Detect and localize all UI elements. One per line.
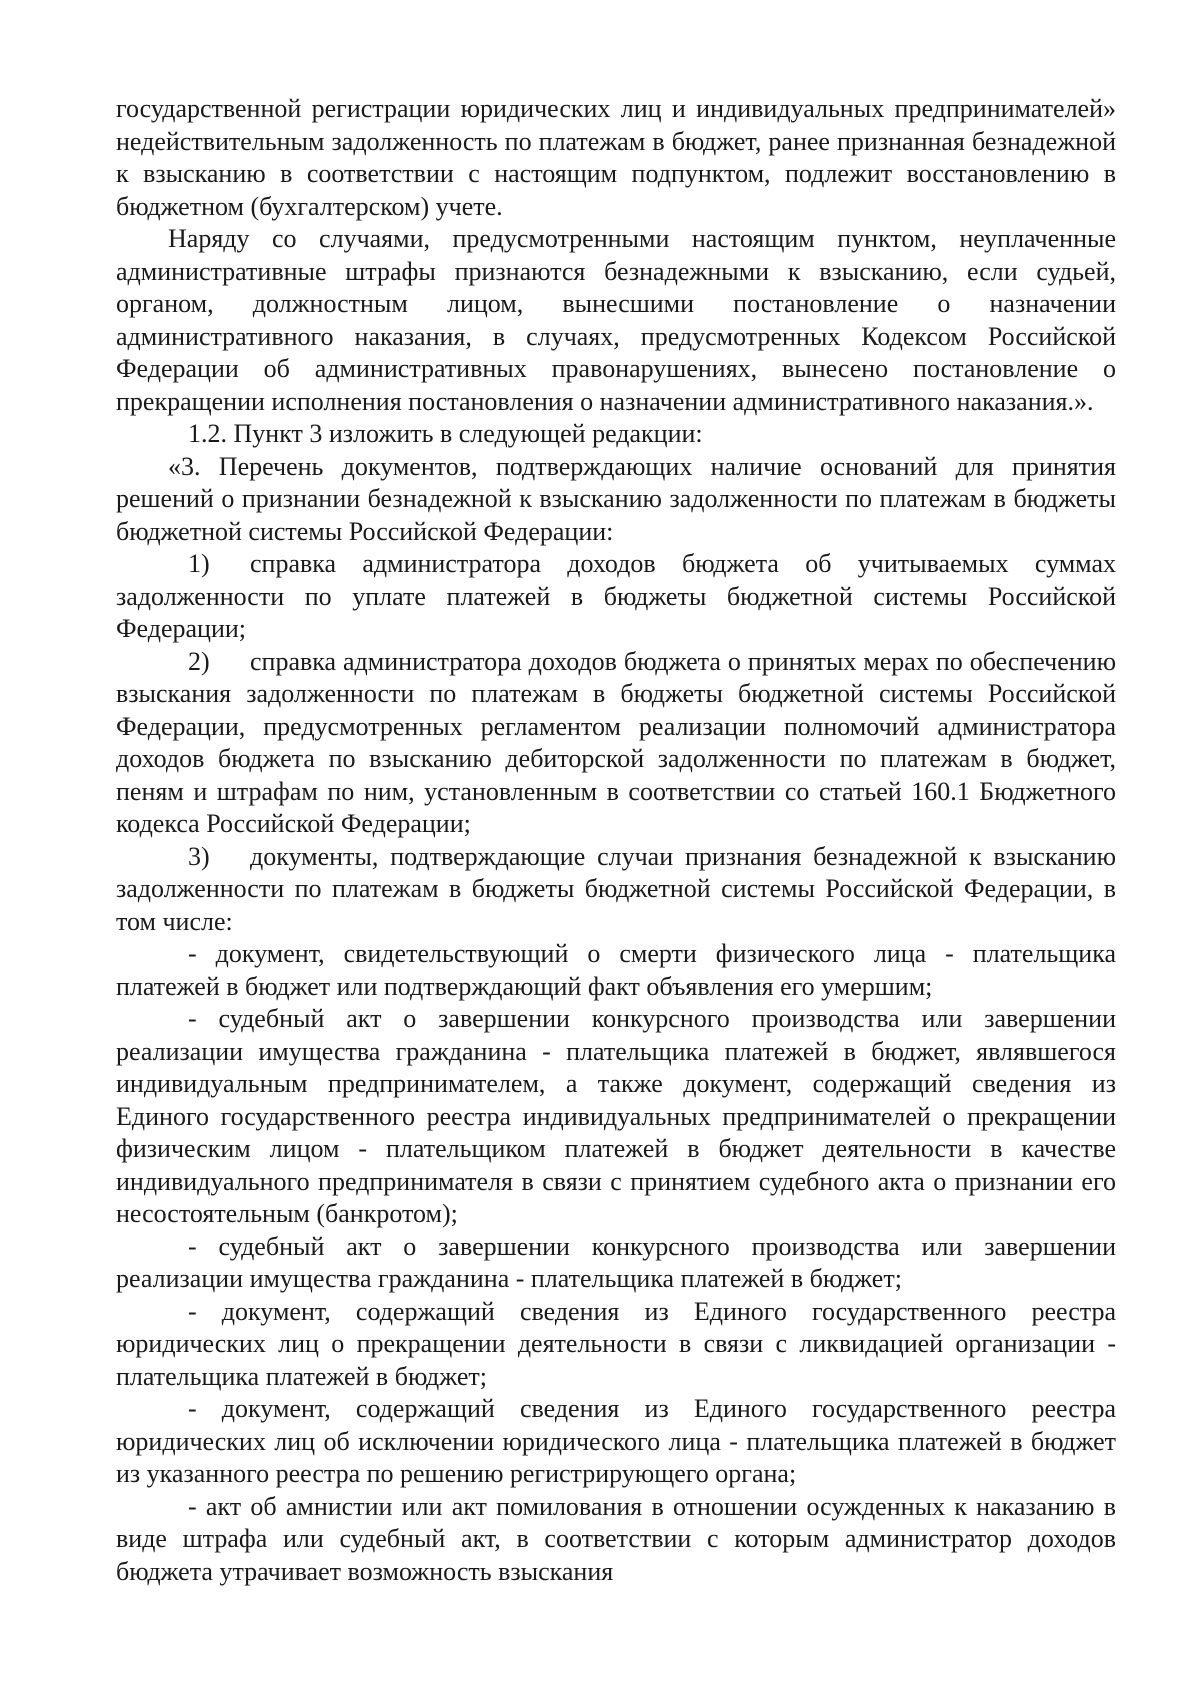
bullet-bankruptcy-citizen: - судебный акт о завершении конкурсного производства или завершении реализации имущества гражданина - плательщика платежей в бюджет; (116, 1231, 1116, 1293)
bullet-exclusion-from-register: - документ, содержащий сведения из Единого государственного реестра юридических лиц об исключении юридического лица - плательщика платежей в бюджет из указанного реестра по решению регистрирующего органа; (116, 1394, 1116, 1488)
bullet-liquidation: - документ, содержащий сведения из Единого государственного реестра юридических лиц о прекращении деятельности в связи с ликвидацией организации - плательщика платежей в бюджет; (116, 1296, 1116, 1391)
list-item-2-number: 2) (188, 646, 210, 676)
list-item-2 (116, 646, 1116, 841)
list-item-3-text: документы, подтверждающие случаи признания безнадежной к взысканию задолженности по платежам в бюджеты бюджетной системы Российской Федерации, в том числе: (116, 841, 1116, 936)
list-item-3-number: 3) (188, 841, 210, 871)
bullet-amnesty-act: - акт об амнистии или акт помилования в отношении осужденных к наказанию в виде штрафа или судебный акт, в соответствии с которым администратор доходов бюджета утрачивает возможность взыскания (116, 1491, 1116, 1586)
list-item-1 (116, 548, 1116, 646)
paragraph-clause-3-intro: «3. Перечень документов, подтверждающих наличие оснований для принятия решений о признании безнадежной к взысканию задолженности по платежам в бюджеты бюджетной системы Российской Федерации: (116, 451, 1116, 546)
document-text (116, 93, 1116, 1588)
list-item-1-text: справка администратора доходов бюджета об учитываемых суммах задолженности по уплате платежей в бюджеты бюджетной системы Российской Федерации; (116, 549, 1116, 643)
list-item-1-number: 1) (188, 549, 210, 578)
paragraph-clause-1-2: 1.2. Пункт 3 изложить в следующей редакции: (188, 419, 703, 448)
list-item-3 (116, 841, 1116, 939)
bullet-bankruptcy-entrepreneur: - судебный акт о завершении конкурсного производства или завершении реализации имущества гражданина - плательщика платежей в бюджет, являвшегося индивидуальным предпринимателем, а также документ, содержащий сведения из Единого государственного реестра индивидуальных предпринимателей о прекращении физическим лицом - плательщиком платежей в бюджет деятельности в качестве индивидуального предпринимателя в связи с принятием судебного акта о признании его несостоятельным (банкротом); (116, 1004, 1116, 1228)
paragraph-administrative-fines: Наряду со случаями, предусмотренными настоящим пунктом, неуплаченные административные штрафы признаются безнадежными к взысканию, если судьей, органом, должностным лицом, вынесшими постановление о назначении административного наказания, в случаях, предусмотренных Кодексом Российской Федерации об административных правонарушениях, вынесено постановление о прекращении исполнения постановления о назначении административного наказания.». (116, 224, 1116, 416)
list-item-2-text: справка администратора доходов бюджета о принятых мерах по обеспечению взыскания задолженности по платежам в бюджеты бюджетной системы Российской Федерации, предусмотренных регламентом реализации полномочий администратора доходов бюджета по взысканию дебиторской задолженности по платежам в бюджет, пеням и штрафам по ним, установленным в соответствии со статьей 160.1 Бюджетного кодекса Российской Федерации; (116, 646, 1116, 838)
bullet-death-document: - документ, свидетельствующий о смерти физического лица - плательщика платежей в бюджет или подтверждающий факт объявления его умершим; (116, 939, 1116, 1001)
paragraph-continuation: государственной регистрации юридических лиц и индивидуальных предпринимателей» недействительным задолженность по платежам в бюджет, ранее признанная безнадежной к взысканию в соответствии с настоящим подпунктом, подлежит восстановлению в бюджетном (бухгалтерском) учете. (116, 94, 1116, 221)
